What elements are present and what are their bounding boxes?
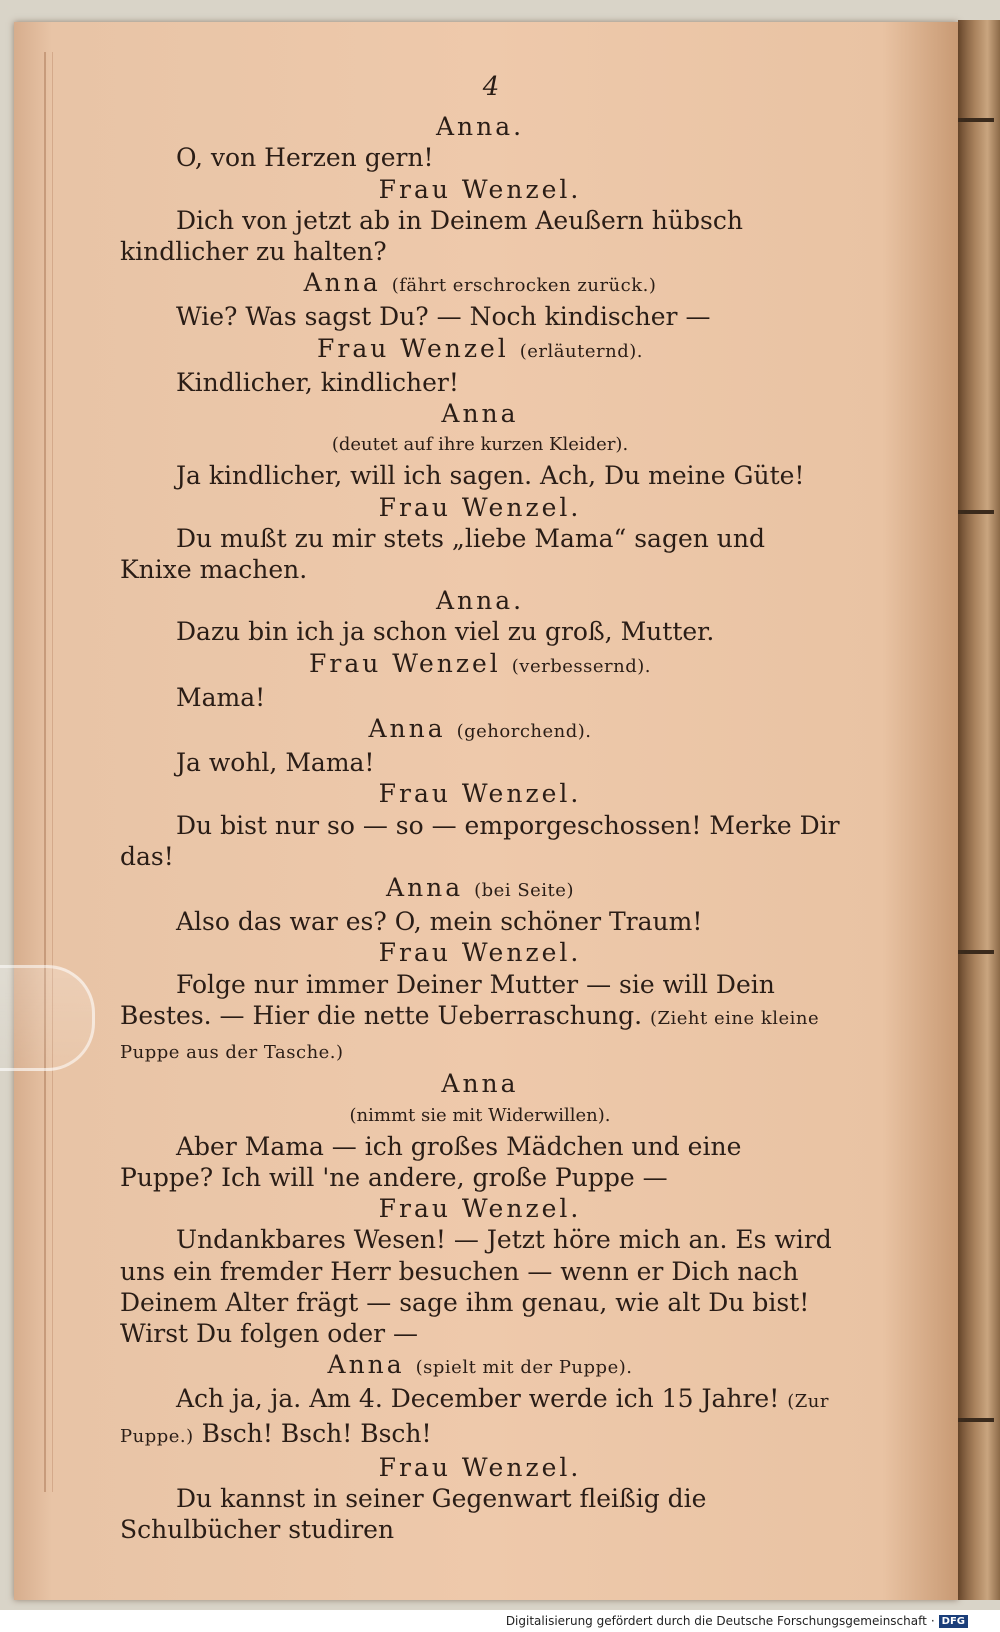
stage-direction: (Zieht eine kleine Puppe aus der Tasche.) [120, 1007, 820, 1064]
binding-thread [958, 510, 994, 514]
dialogue-text [120, 810, 840, 872]
speaker-label: Anna [368, 714, 446, 744]
spoken-text: O, von Herzen gern! [176, 143, 434, 173]
binding-thread [958, 950, 994, 954]
spoken-text: Dich von jetzt ab in Deinem Aeußern hübsch kindlicher zu halten? [120, 205, 743, 267]
speaker-name [120, 937, 840, 968]
spoken-text: Dazu bin ich ja schon viel zu groß, Mutter. [176, 617, 715, 647]
dialogue-text [120, 142, 840, 173]
dialogue-text [120, 205, 840, 267]
speaker-label: Frau Wenzel [309, 648, 501, 678]
speaker-name [120, 492, 840, 523]
spoken-text: Also das war es? O, mein schöner Traum! [176, 907, 703, 937]
stage-direction: (gehorchend). [456, 721, 592, 743]
speaker-name [120, 1452, 840, 1483]
footer: Digitalisierung gefördert durch die Deutsche Forschungsgemeinschaft · DFG [506, 1614, 968, 1628]
dialogue-text [120, 460, 840, 491]
speaker-name [120, 713, 840, 747]
speaker-label: Anna [441, 399, 519, 429]
dialogue-text [120, 1483, 840, 1545]
binding-thread [958, 118, 994, 122]
speaker-name [120, 398, 840, 429]
spoken-text: Mama! [176, 682, 266, 712]
speaker-label: Frau Wenzel. [378, 779, 582, 809]
spoken-text: Wie? Was sagst Du? — Noch kindischer — [176, 302, 711, 332]
speaker-label: Frau Wenzel. [378, 1452, 582, 1482]
dialogue-text [120, 906, 840, 937]
book-spine [958, 20, 1000, 1600]
speaker-name [120, 872, 840, 906]
speaker-name [120, 1349, 840, 1383]
speaker-label: Anna. [435, 586, 525, 616]
speaker-label: Frau Wenzel [317, 333, 509, 363]
dialogue-text [120, 367, 840, 398]
stage-direction: (fährt erschrocken zurück.) [391, 275, 657, 297]
speaker-label: Anna. [435, 112, 525, 142]
stage-direction: (bei Seite) [474, 880, 574, 902]
speaker-label: Anna [303, 268, 381, 298]
stage-direction: (Zur Puppe.) [120, 1391, 829, 1447]
spoken-text: Undankbares Wesen! — Jetzt höre mich an. Es wird uns ein fremder Herr besuchen — wenn er Dich nach Deinem Alter frägt — sage ihm genau, wie alt Du bist! Wirst Du folgen oder — [120, 1225, 832, 1348]
spoken-text: Ja wohl, Mama! [176, 748, 375, 778]
plastic-clip [0, 965, 95, 1071]
speaker-label: Frau Wenzel. [378, 492, 582, 522]
dfg-logo: DFG [939, 1615, 968, 1628]
spoken-text: Aber Mama — ich großes Mädchen und eine Puppe? Ich will 'ne andere, große Puppe — [120, 1131, 742, 1192]
dialogue-text [120, 1383, 840, 1451]
dialogue-text [120, 682, 840, 713]
dialogue-text [120, 301, 840, 332]
speaker-name [120, 174, 840, 205]
speaker-label: Frau Wenzel. [378, 174, 582, 204]
spoken-text: Ach ja, ja. Am 4. December werde ich 15 Jahre! [176, 1384, 780, 1414]
spoken-text: Ja kindlicher, will ich sagen. Ach, Du meine Güte! [176, 461, 805, 491]
dialogue-text [120, 1131, 840, 1193]
speaker-label: Frau Wenzel. [378, 1194, 582, 1224]
speaker-name [120, 333, 840, 367]
speaker-name [120, 585, 840, 616]
speaker-label: Anna [386, 873, 464, 903]
spoken-text: Du mußt zu mir stets „liebe Mama“ sagen und Knixe machen. [120, 523, 766, 585]
speaker-name [120, 267, 840, 301]
speaker-label: Anna [441, 1069, 519, 1099]
speaker-name [120, 1068, 840, 1099]
spoken-text: Bsch! Bsch! Bsch! [201, 1418, 432, 1448]
spoken-text: Du kannst in seiner Gegenwart fleißig die Schulbücher studiren [120, 1483, 707, 1545]
stage-direction: (deutet auf ihre kurzen Kleider). [331, 434, 629, 456]
stage-direction: (erläuternd). [519, 340, 643, 362]
stage-direction: (spielt mit der Puppe). [415, 1357, 633, 1379]
speaker-label: Frau Wenzel. [378, 938, 582, 968]
spoken-text: Folge nur immer Deiner Mutter — sie will Dein Bestes. — Hier die nette Ueberraschung. [120, 969, 775, 1030]
dialogue-text [120, 523, 840, 585]
page-edge [44, 52, 53, 1492]
speaker-name [120, 648, 840, 682]
stage-direction: (verbessernd). [511, 655, 651, 677]
page-number: 4 [482, 72, 500, 102]
speaker-name [120, 778, 840, 809]
speaker-label: Anna [327, 1350, 405, 1380]
page-text [120, 72, 840, 1545]
dialogue-text [120, 747, 840, 778]
speaker-name [120, 111, 840, 142]
dialogue-text [120, 969, 840, 1069]
dialogue [120, 111, 840, 1545]
spoken-text: Kindlicher, kindlicher! [176, 367, 459, 397]
footer-text: Digitalisierung gefördert durch die Deutsche Forschungsgemeinschaft [505, 1614, 927, 1628]
binding-thread [958, 1418, 994, 1422]
speaker-name [120, 1193, 840, 1224]
spoken-text: Du bist nur so — so — emporgeschossen! Merke Dir das! [120, 810, 840, 871]
stage-direction: (nimmt sie mit Widerwillen). [349, 1104, 611, 1126]
dialogue-text [120, 1224, 840, 1349]
dialogue-text [120, 616, 840, 647]
